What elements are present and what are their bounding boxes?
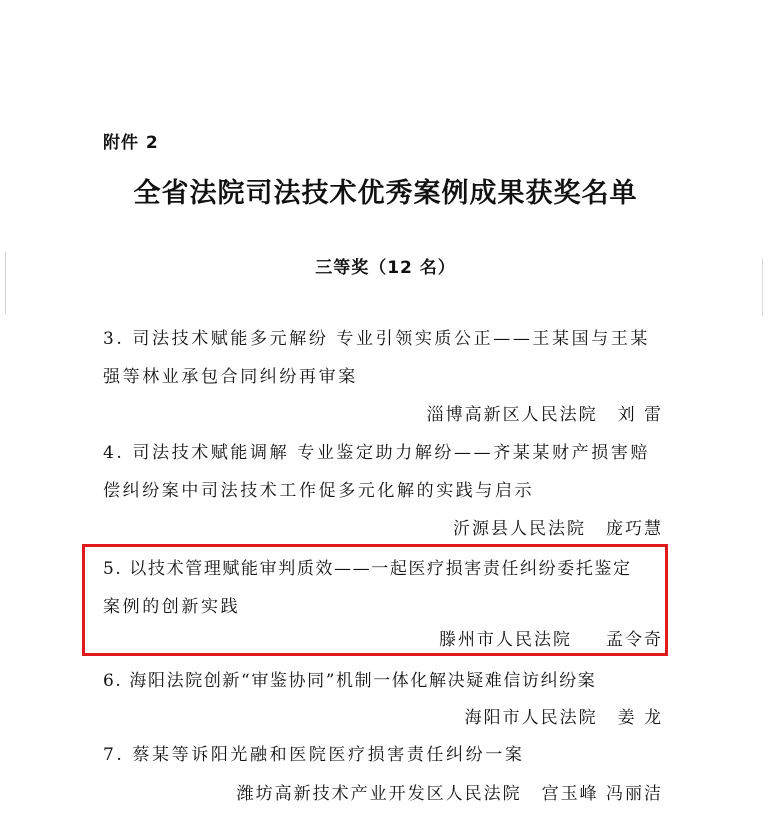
entry-5-court: 滕州市人民法院 [439, 630, 572, 650]
entry-3-line-2: 强等林业承包合同纠纷再审案 [103, 367, 358, 387]
attachment-label: 附件 2 [103, 133, 159, 153]
entry-6-names: 姜 龙 [617, 708, 663, 728]
entry-3-attribution [427, 403, 663, 427]
entry-5-attribution [439, 628, 663, 652]
document-title: 全省法院司法技术优秀案例成果获奖名单 [133, 178, 638, 209]
entry-7-names: 宫玉峰 冯丽洁 [541, 784, 663, 804]
entry-5-line-1: 5. 以技术管理赋能审判质效——一起医疗损害责任纠纷委托鉴定 [103, 559, 632, 579]
entry-6-line-1: 6. 海阳法院创新“审鉴协同”机制一体化解决疑难信访纠纷案 [103, 671, 597, 691]
entry-4-attribution [453, 517, 663, 541]
entry-3-names: 刘 雷 [617, 405, 663, 425]
entry-7-court: 潍坊高新技术产业开发区人民法院 [236, 784, 522, 804]
entry-7-line-1: 7. 蔡某等诉阳光融和医院医疗损害责任纠纷一案 [103, 745, 525, 765]
entry-4-line-2: 偿纠纷案中司法技术工作促多元化解的实践与启示 [103, 481, 535, 501]
entry-6-attribution [465, 706, 663, 730]
entry-5-line-2: 案例的创新实践 [103, 597, 241, 617]
award-level-heading: 三等奖（12 名） [315, 258, 456, 278]
entry-4-court: 沂源县人民法院 [453, 519, 586, 539]
entry-4-names: 庞巧慧 [606, 519, 663, 539]
entry-3-court: 淄博高新区人民法院 [426, 405, 598, 425]
entry-7-attribution [237, 782, 663, 806]
entry-5-names: 孟令奇 [606, 630, 663, 650]
entry-6-court: 海阳市人民法院 [464, 708, 598, 728]
entry-3-line-1: 3. 司法技术赋能多元解纷 专业引领实质公正——王某国与王某 [103, 329, 651, 349]
entry-4-line-1: 4. 司法技术赋能调解 专业鉴定助力解纷——齐某某财产损害赔 [103, 443, 651, 463]
